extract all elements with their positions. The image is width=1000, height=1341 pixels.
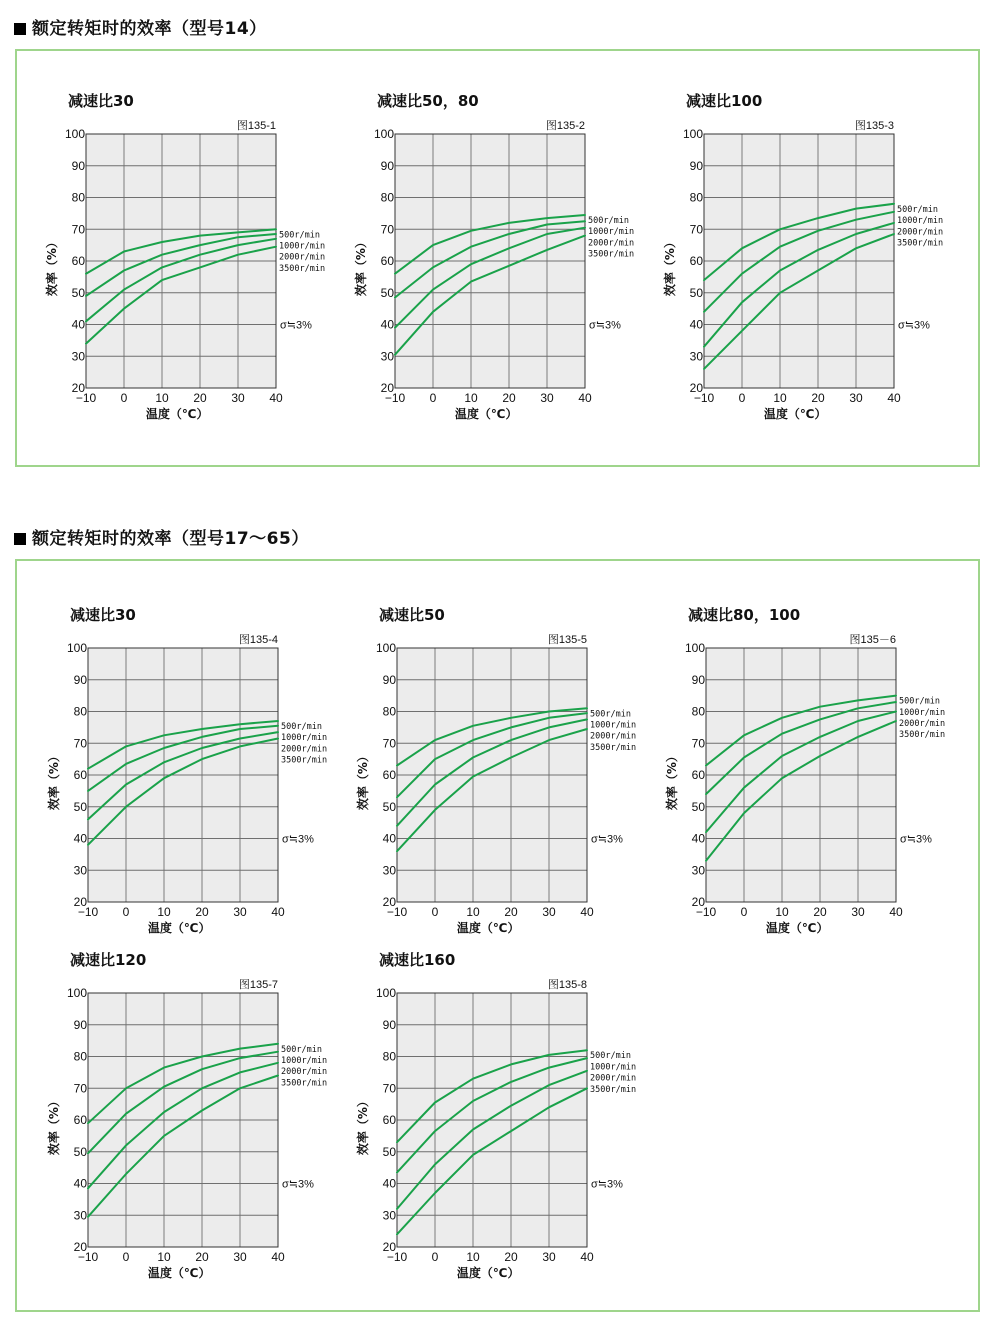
- square-bullet-icon: [14, 533, 26, 545]
- x-tick-label: 30: [540, 391, 554, 405]
- chart-title: 减速比160: [379, 951, 456, 969]
- x-tick-label: −10: [386, 1250, 408, 1264]
- y-tick-label: 40: [73, 831, 87, 846]
- section-title-2: [14, 524, 309, 549]
- series-label: 2000r/min: [281, 744, 328, 755]
- x-tick-label: 20: [504, 905, 518, 919]
- y-tick-label: 50: [689, 285, 703, 300]
- y-axis-label: 效率（%）: [45, 236, 59, 297]
- y-tick-label: 70: [382, 736, 396, 751]
- y-tick-label: 90: [71, 158, 85, 173]
- y-tick-label: 30: [380, 349, 394, 364]
- y-tick-label: 100: [375, 641, 396, 655]
- sigma-note: σ≒3%: [898, 319, 930, 332]
- x-tick-label: −10: [77, 905, 99, 919]
- x-tick-label: 20: [195, 905, 209, 919]
- figure-number: 图135-4: [238, 634, 278, 646]
- y-tick-label: 100: [375, 986, 396, 1000]
- figure-number: 图135-8: [547, 979, 587, 991]
- series-label: 500r/min: [899, 696, 940, 707]
- chart-svg: [665, 604, 988, 944]
- y-tick-label: 60: [73, 1113, 87, 1127]
- x-tick-label: 0: [120, 391, 128, 405]
- y-tick-label: 40: [382, 1176, 396, 1191]
- y-tick-label: 90: [380, 158, 394, 173]
- x-tick-label: 20: [502, 391, 516, 405]
- x-tick-label: 20: [813, 905, 827, 919]
- y-tick-label: 30: [73, 863, 87, 878]
- y-tick-label: 30: [73, 1208, 87, 1223]
- y-tick-label: 20: [73, 895, 87, 909]
- y-tick-label: 80: [71, 190, 85, 205]
- x-tick-label: 30: [851, 905, 865, 919]
- y-tick-label: 70: [73, 1081, 87, 1096]
- y-tick-label: 70: [380, 222, 394, 237]
- y-tick-label: 20: [691, 895, 705, 909]
- y-tick-label: 100: [682, 127, 703, 141]
- x-axis-label: 温度（℃）: [456, 921, 520, 935]
- y-tick-label: 60: [382, 768, 396, 782]
- y-tick-label: 20: [689, 381, 703, 395]
- chart-svg: [356, 949, 679, 1289]
- sigma-note: σ≒3%: [589, 319, 621, 332]
- series-label: 500r/min: [590, 1051, 631, 1062]
- figure-number: 图135－6: [849, 634, 896, 646]
- y-tick-label: 100: [373, 127, 394, 141]
- y-tick-label: 80: [380, 190, 394, 205]
- x-tick-label: 20: [193, 391, 207, 405]
- x-tick-label: 10: [466, 905, 480, 919]
- x-tick-label: 0: [738, 391, 746, 405]
- chart-svg: [47, 604, 370, 944]
- y-tick-label: 20: [73, 1240, 87, 1254]
- y-axis-label: 效率（%）: [47, 1095, 61, 1156]
- section-title-text: 额定转矩时的效率（型号14）: [32, 19, 267, 39]
- chart-title: 减速比30: [68, 92, 134, 110]
- y-tick-label: 70: [689, 222, 703, 237]
- x-tick-label: 30: [233, 905, 247, 919]
- section-title-text: 额定转矩时的效率（型号17～65）: [32, 529, 309, 549]
- y-tick-label: 20: [382, 1240, 396, 1254]
- y-tick-label: 20: [380, 381, 394, 395]
- chart-panel-6: [665, 604, 988, 944]
- y-tick-label: 20: [71, 381, 85, 395]
- y-tick-label: 70: [691, 736, 705, 751]
- y-tick-label: 90: [73, 1017, 87, 1032]
- x-tick-label: 10: [775, 905, 789, 919]
- chart-svg: [356, 604, 679, 944]
- x-tick-label: 10: [464, 391, 478, 405]
- y-tick-label: 60: [71, 254, 85, 268]
- y-tick-label: 40: [382, 831, 396, 846]
- chart-panel-7: [47, 949, 370, 1289]
- y-axis-label: 效率（%）: [663, 236, 677, 297]
- x-tick-label: 20: [195, 1250, 209, 1264]
- x-tick-label: −10: [693, 391, 715, 405]
- figure-number: 图135-2: [545, 120, 585, 132]
- series-label: 1000r/min: [281, 733, 328, 744]
- y-tick-label: 50: [380, 285, 394, 300]
- series-label: 1000r/min: [897, 216, 944, 227]
- series-label: 2000r/min: [588, 238, 635, 249]
- x-tick-label: 10: [157, 1250, 171, 1264]
- y-tick-label: 40: [691, 831, 705, 846]
- series-label: 2000r/min: [899, 719, 946, 730]
- y-tick-label: 30: [691, 863, 705, 878]
- y-tick-label: 40: [71, 317, 85, 332]
- series-label: 500r/min: [281, 1044, 322, 1055]
- chart-title: 减速比80，100: [688, 606, 801, 624]
- x-tick-label: 0: [431, 905, 439, 919]
- y-axis-label: 效率（%）: [354, 236, 368, 297]
- y-tick-label: 80: [73, 1049, 87, 1064]
- x-tick-label: 40: [887, 391, 901, 405]
- chart-svg: [354, 90, 677, 430]
- series-label: 3500r/min: [897, 238, 944, 249]
- y-tick-label: 90: [382, 1017, 396, 1032]
- x-tick-label: 0: [122, 1250, 130, 1264]
- y-tick-label: 30: [71, 349, 85, 364]
- sigma-note: σ≒3%: [282, 1178, 314, 1191]
- sigma-note: σ≒3%: [282, 833, 314, 846]
- square-bullet-icon: [14, 23, 26, 35]
- series-label: 2000r/min: [897, 227, 944, 238]
- sigma-note: σ≒3%: [280, 319, 312, 332]
- x-tick-label: 40: [271, 905, 285, 919]
- x-tick-label: 10: [155, 391, 169, 405]
- series-label: 2000r/min: [279, 252, 326, 263]
- x-axis-label: 温度（℃）: [147, 1266, 211, 1280]
- y-tick-label: 60: [73, 768, 87, 782]
- y-tick-label: 90: [689, 158, 703, 173]
- chart-panel-8: [356, 949, 679, 1289]
- y-tick-label: 40: [380, 317, 394, 332]
- y-tick-label: 70: [382, 1081, 396, 1096]
- series-label: 1000r/min: [590, 1062, 637, 1073]
- x-axis-label: 温度（℃）: [456, 1266, 520, 1280]
- series-label: 500r/min: [279, 230, 320, 241]
- y-tick-label: 50: [382, 799, 396, 814]
- x-tick-label: 20: [811, 391, 825, 405]
- y-tick-label: 60: [691, 768, 705, 782]
- chart-title: 减速比30: [70, 606, 136, 624]
- chart-svg: [45, 90, 368, 430]
- x-tick-label: −10: [386, 905, 408, 919]
- x-axis-label: 温度（℃）: [145, 407, 209, 421]
- x-tick-label: −10: [75, 391, 97, 405]
- x-tick-label: −10: [77, 1250, 99, 1264]
- series-label: 1000r/min: [899, 707, 946, 718]
- x-tick-label: 0: [122, 905, 130, 919]
- y-tick-label: 90: [382, 672, 396, 687]
- figure-number: 图135-1: [236, 120, 276, 132]
- y-tick-label: 100: [66, 641, 87, 655]
- series-label: 1000r/min: [588, 227, 635, 238]
- y-tick-label: 50: [73, 799, 87, 814]
- y-tick-label: 60: [382, 1113, 396, 1127]
- y-tick-label: 50: [73, 1144, 87, 1159]
- x-tick-label: 0: [740, 905, 748, 919]
- series-label: 2000r/min: [590, 1073, 637, 1084]
- x-tick-label: 10: [466, 1250, 480, 1264]
- sigma-note: σ≒3%: [591, 1178, 623, 1191]
- y-tick-label: 50: [691, 799, 705, 814]
- chart-title: 减速比100: [686, 92, 763, 110]
- series-label: 3500r/min: [588, 249, 635, 260]
- x-tick-label: 40: [580, 905, 594, 919]
- series-label: 1000r/min: [281, 1056, 328, 1066]
- chart-panel-5: [356, 604, 679, 944]
- chart-panel-1: [45, 90, 368, 430]
- x-tick-label: 40: [578, 391, 592, 405]
- y-tick-label: 50: [382, 1144, 396, 1159]
- x-tick-label: 30: [849, 391, 863, 405]
- figure-number: 图135-7: [238, 979, 278, 991]
- series-label: 3500r/min: [899, 730, 946, 741]
- y-tick-label: 30: [689, 349, 703, 364]
- series-label: 500r/min: [281, 722, 322, 733]
- x-tick-label: 40: [271, 1250, 285, 1264]
- series-label: 2000r/min: [590, 731, 637, 742]
- x-axis-label: 温度（℃）: [765, 921, 829, 935]
- y-tick-label: 70: [73, 736, 87, 751]
- y-tick-label: 90: [73, 672, 87, 687]
- x-tick-label: 40: [889, 905, 903, 919]
- x-tick-label: 30: [542, 1250, 556, 1264]
- chart-title: 减速比120: [70, 951, 147, 969]
- series-label: 1000r/min: [279, 241, 326, 252]
- x-tick-label: −10: [384, 391, 406, 405]
- x-tick-label: −10: [695, 905, 717, 919]
- y-tick-label: 30: [382, 863, 396, 878]
- x-tick-label: 0: [431, 1250, 439, 1264]
- y-axis-label: 效率（%）: [47, 750, 61, 811]
- y-tick-label: 80: [73, 704, 87, 719]
- y-tick-label: 80: [382, 1049, 396, 1064]
- series-label: 3500r/min: [281, 755, 328, 766]
- y-tick-label: 100: [66, 986, 87, 1000]
- figure-number: 图135-3: [854, 120, 894, 132]
- y-axis-label: 效率（%）: [665, 750, 679, 811]
- y-tick-label: 90: [691, 672, 705, 687]
- chart-svg: [663, 90, 986, 430]
- series-label: 3500r/min: [590, 742, 637, 753]
- chart-title: 减速比50: [379, 606, 445, 624]
- y-tick-label: 100: [684, 641, 705, 655]
- y-tick-label: 30: [382, 1208, 396, 1223]
- sigma-note: σ≒3%: [900, 833, 932, 846]
- x-tick-label: 40: [580, 1250, 594, 1264]
- series-label: 2000r/min: [281, 1067, 328, 1078]
- y-tick-label: 80: [691, 704, 705, 719]
- x-axis-label: 温度（℃）: [763, 407, 827, 421]
- y-tick-label: 70: [71, 222, 85, 237]
- sigma-note: σ≒3%: [591, 833, 623, 846]
- chart-panel-2: [354, 90, 677, 430]
- chart-svg: [47, 949, 370, 1289]
- figure-number: 图135-5: [547, 634, 587, 646]
- y-tick-label: 60: [380, 254, 394, 268]
- y-tick-label: 80: [689, 190, 703, 205]
- series-label: 500r/min: [897, 204, 938, 215]
- y-tick-label: 20: [382, 895, 396, 909]
- chart-panel-3: [663, 90, 986, 430]
- y-tick-label: 50: [71, 285, 85, 300]
- x-tick-label: 0: [429, 391, 437, 405]
- x-tick-label: 10: [157, 905, 171, 919]
- chart-title: 减速比50，80: [377, 92, 479, 110]
- x-tick-label: 30: [542, 905, 556, 919]
- series-label: 1000r/min: [590, 720, 637, 731]
- x-tick-label: 40: [269, 391, 283, 405]
- x-tick-label: 10: [773, 391, 787, 405]
- x-axis-label: 温度（℃）: [454, 407, 518, 421]
- series-label: 3500r/min: [590, 1084, 637, 1095]
- series-label: 500r/min: [588, 215, 629, 226]
- y-tick-label: 60: [689, 254, 703, 268]
- series-label: 3500r/min: [279, 263, 326, 274]
- y-tick-label: 100: [64, 127, 85, 141]
- series-label: 3500r/min: [281, 1078, 328, 1089]
- y-tick-label: 40: [73, 1176, 87, 1191]
- section-title-1: [14, 14, 267, 39]
- y-axis-label: 效率（%）: [356, 750, 370, 811]
- x-axis-label: 温度（℃）: [147, 921, 211, 935]
- x-tick-label: 30: [231, 391, 245, 405]
- series-label: 500r/min: [590, 709, 631, 720]
- y-tick-label: 80: [382, 704, 396, 719]
- x-tick-label: 20: [504, 1250, 518, 1264]
- x-tick-label: 30: [233, 1250, 247, 1264]
- y-axis-label: 效率（%）: [356, 1095, 370, 1156]
- y-tick-label: 40: [689, 317, 703, 332]
- chart-panel-4: [47, 604, 370, 944]
